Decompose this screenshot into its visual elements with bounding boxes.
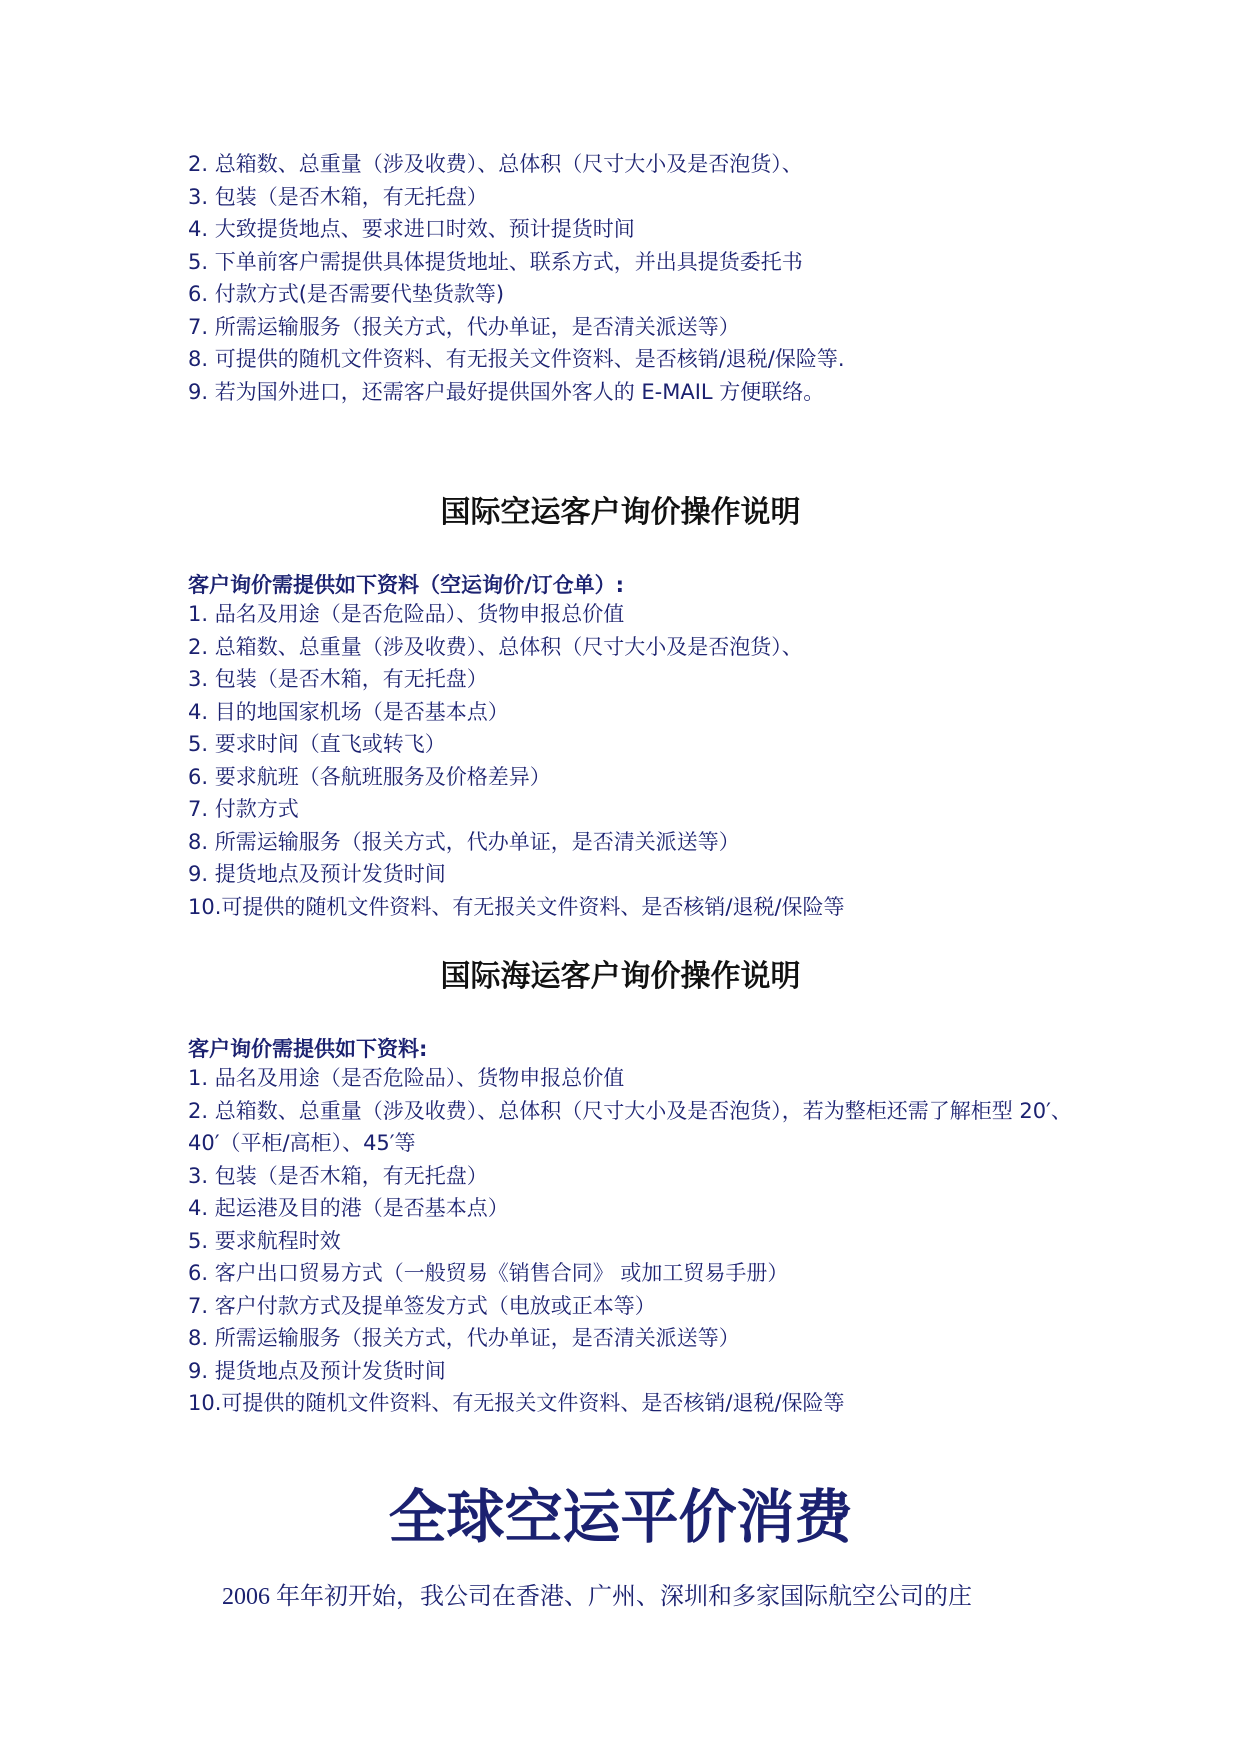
list-item: 9. 提货地点及预计发货时间	[188, 862, 446, 886]
list-item: 7. 所需运输服务（报关方式，代办单证，是否清关派送等）	[188, 314, 740, 339]
list-item: 3. 包装（是否木箱，有无托盘）	[188, 1163, 488, 1188]
list-item: 9. 若为国外进口，还需客户最好提供国外客人的 E-MAIL 方便联络。	[188, 379, 825, 404]
air-section-subtitle: 客户询价需提供如下资料（空运询价/订仓单）:	[188, 573, 625, 597]
list-item: 3. 包装（是否木箱，有无托盘）	[188, 667, 488, 691]
list-item: 5. 下单前客户需提供具体提货地址、联系方式，并出具提货委托书	[188, 249, 803, 274]
promo-title: 全球空运平价消费	[388, 1483, 853, 1551]
top-requirements-list	[188, 148, 845, 408]
list-item: 8. 所需运输服务（报关方式，代办单证，是否清关派送等）	[188, 829, 740, 854]
sea-section-subtitle: 客户询价需提供如下资料:	[188, 1037, 428, 1061]
list-item: 9. 提货地点及预计发货时间	[188, 1358, 446, 1383]
list-item: 4. 大致提货地点、要求进口时效、预计提货时间	[188, 217, 635, 241]
list-item: 6. 客户出口贸易方式（一般贸易《销售合同》 或加工贸易手册）	[188, 1261, 789, 1285]
list-item: 8. 所需运输服务（报关方式，代办单证，是否清关派送等）	[188, 1326, 740, 1350]
list-item: 7. 客户付款方式及提单签发方式（电放或正本等）	[188, 1293, 656, 1318]
sea-section-title: 国际海运客户询价操作说明	[440, 959, 801, 994]
air-section-title: 国际空运客户询价操作说明	[440, 495, 801, 530]
list-item: 6. 付款方式(是否需要代垫货款等)	[188, 282, 505, 306]
list-item: 10.可提供的随机文件资料、有无报关文件资料、是否核销/退税/保险等	[188, 894, 845, 919]
promo-text: 2006 年年初开始，我公司在香港、广州、深圳和多家国际航空公司的庄	[222, 1584, 972, 1610]
list-item: 10.可提供的随机文件资料、有无报关文件资料、是否核销/退税/保险等	[188, 1391, 845, 1415]
list-item: 1. 品名及用途（是否危险品）、货物申报总价值	[188, 602, 625, 626]
list-item: 5. 要求航程时效	[188, 1228, 341, 1253]
list-item: 5. 要求时间（直飞或转飞）	[188, 732, 446, 756]
list-item: 4. 起运港及目的港（是否基本点）	[188, 1196, 509, 1220]
list-item: 4. 目的地国家机场（是否基本点）	[188, 699, 509, 724]
list-item: 2. 总箱数、总重量（涉及收费）、总体积（尺寸大小及是否泡货）、	[188, 152, 803, 176]
list-item: 1. 品名及用途（是否危险品）、货物申报总价值	[188, 1066, 625, 1090]
list-item: 6. 要求航班（各航班服务及价格差异）	[188, 764, 551, 789]
list-item: 3. 包装（是否木箱，有无托盘）	[188, 184, 488, 209]
list-item: 2. 总箱数、总重量（涉及收费）、总体积（尺寸大小及是否泡货），若为整柜还需了解柜型 20′、40′（平柜/高柜）、45′等	[188, 1098, 1072, 1155]
list-item: 7. 付款方式	[188, 797, 299, 821]
list-item: 8. 可提供的随机文件资料、有无报关文件资料、是否核销/退税/保险等.	[188, 347, 845, 371]
list-item: 2. 总箱数、总重量（涉及收费）、总体积（尺寸大小及是否泡货）、	[188, 634, 803, 659]
sea-requirements-list	[188, 1062, 1078, 1420]
air-requirements-list	[188, 598, 845, 923]
